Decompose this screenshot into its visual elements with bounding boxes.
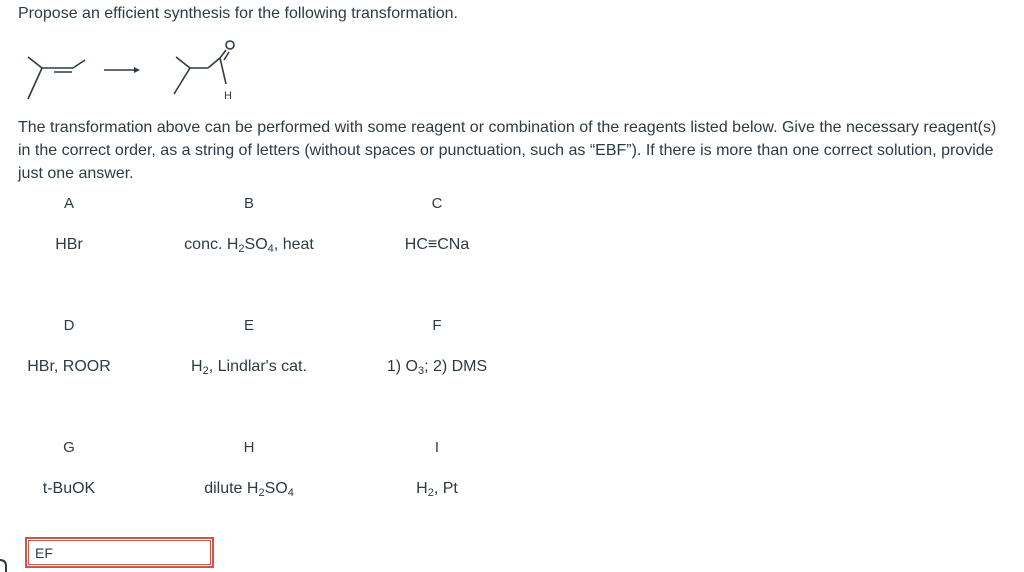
- reaction-arrow-icon: [104, 67, 140, 73]
- reagent-letter-e: E: [243, 317, 254, 334]
- question-description: The transformation above can be performed with some reagent or combination of the reagents listed below. Give the necessary reagent(s) in the correct order, as a string of letters (without spaces or punctuation, such as “EBF”). If there is more than one correct solution, provide just one answer.: [18, 119, 997, 182]
- reagent-i: $H_2$, Pt: [416, 480, 458, 499]
- aldehyde-h-label: H: [224, 90, 232, 102]
- reagent-letter-f: F: [432, 317, 442, 334]
- reagent-letter-d: D: [63, 317, 75, 334]
- reagent-a: HBr: [55, 236, 83, 253]
- reagent-h: dilute $H_2SO_4$: [204, 480, 294, 499]
- reagent-e: $H_2$, Lindlar's cat.: [191, 358, 307, 377]
- reagent-letter-i: I: [434, 439, 440, 456]
- question-title: Propose an efficient synthesis for the following transformation.: [18, 5, 458, 22]
- reagent-d: HBr, ROOR: [27, 358, 111, 375]
- scroll-edge-icon: [0, 558, 8, 572]
- reaction-scheme: [18, 38, 258, 104]
- reagent-b: conc. $H_2SO_4$, heat: [184, 236, 314, 255]
- reagent-g: t-BuOK: [42, 480, 96, 497]
- answer-input[interactable]: [25, 537, 214, 568]
- reagent-letter-a: A: [63, 195, 74, 212]
- reagent-letter-c: C: [431, 195, 443, 212]
- reagent-letter-h: H: [243, 439, 255, 456]
- starting-material-structure: [28, 57, 85, 99]
- reagent-letter-g: G: [63, 439, 75, 456]
- product-structure: [174, 41, 234, 94]
- reagent-letter-b: B: [243, 195, 254, 212]
- reagent-f: 1) $O_3$; 2) DMS: [386, 358, 488, 377]
- reagent-c: HC≡CNa: [404, 236, 470, 253]
